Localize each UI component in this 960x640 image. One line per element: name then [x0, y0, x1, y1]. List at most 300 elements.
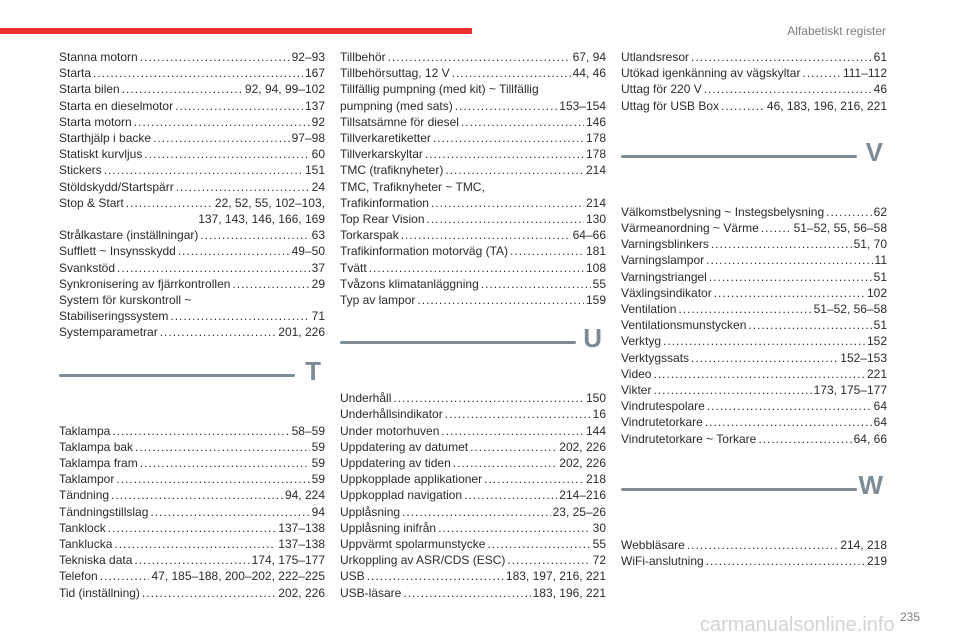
entry-pages: 178 — [585, 147, 606, 162]
entry-pages: 152–153 — [840, 350, 887, 365]
entry-pages: 150 — [585, 391, 606, 406]
entry-row — [59, 195, 325, 211]
dot-leader — [140, 49, 290, 65]
dot-leader — [748, 317, 871, 333]
entry-row — [340, 471, 606, 487]
index-entry — [59, 423, 325, 439]
entry-term: Uppkopplade applikationer — [340, 472, 483, 487]
index-entry — [340, 406, 606, 422]
entry-row — [59, 227, 325, 243]
entry-term: Typ av lampor — [340, 293, 416, 308]
entry-term: Tid (inställning) — [59, 585, 140, 600]
entry-term: Verktyg — [621, 334, 662, 349]
dot-leader — [367, 568, 504, 584]
index-entry — [59, 65, 325, 81]
index-entry — [59, 292, 325, 324]
entry-row — [621, 49, 887, 65]
entry-row — [340, 211, 606, 227]
dot-leader — [393, 390, 584, 406]
entry-row — [59, 308, 325, 324]
index-entry — [59, 585, 325, 601]
entry-row — [59, 65, 325, 81]
index-entry — [340, 65, 606, 81]
entry-pages: 137–138 — [278, 520, 325, 535]
entry-pages: 202, 226 — [559, 456, 606, 471]
index-entry — [59, 324, 325, 340]
dot-leader — [452, 65, 571, 81]
entry-term: Värmeanordning ~ Värme — [621, 221, 759, 236]
dot-leader — [445, 406, 591, 422]
dot-leader — [758, 431, 851, 447]
entry-row — [59, 179, 325, 195]
entry-pages: 58–59 — [291, 423, 325, 438]
entry-term: Statiskt kurvljus — [59, 147, 143, 162]
entry-term: Uppdatering av datumet — [340, 439, 469, 454]
entry-row — [340, 98, 606, 114]
entry-pages: 214 — [585, 195, 606, 210]
entry-pages: 218 — [585, 472, 606, 487]
entry-row — [621, 398, 887, 414]
entry-pages: 51 — [873, 318, 887, 333]
entry-pages: 173, 175–177 — [813, 383, 887, 398]
entry-pages: 92 — [311, 114, 325, 129]
dot-leader — [140, 455, 310, 471]
entry-term: Taklampa fram — [59, 456, 138, 471]
entry-row — [59, 243, 325, 259]
entry-row — [59, 81, 325, 97]
entry-pages: 108 — [585, 260, 606, 275]
index-entry — [621, 65, 887, 81]
dot-leader — [653, 382, 811, 398]
entry-row — [621, 220, 887, 236]
entry-term: WiFi-anslutning — [621, 554, 704, 569]
entry-pages: 219 — [866, 554, 887, 569]
entry-pages: 159 — [585, 293, 606, 308]
index-entry — [59, 179, 325, 195]
entry-term: Taklampa — [59, 423, 111, 438]
index-entry — [59, 146, 325, 162]
dot-leader — [507, 552, 590, 568]
entry-pages: 137 — [304, 98, 325, 113]
entry-row — [340, 520, 606, 536]
entry-term: Varningsblinkers — [621, 237, 709, 252]
entry-term: Taklampor — [59, 472, 115, 487]
entry-row — [59, 49, 325, 65]
entry-pages: 144 — [585, 423, 606, 438]
dot-leader — [481, 276, 591, 292]
index-entry — [621, 285, 887, 301]
entry-term: Trafikinformation — [340, 195, 429, 210]
entry-pages: 51 — [873, 269, 887, 284]
dot-leader — [175, 98, 303, 114]
entry-row — [340, 146, 606, 162]
entry-pages: 46 — [873, 82, 887, 97]
entry-term: Taklampa bak — [59, 439, 134, 454]
entry-term: Upplåsning — [340, 504, 401, 519]
index-entry — [621, 81, 887, 97]
entry-row — [59, 260, 325, 276]
dot-leader — [691, 350, 838, 366]
dot-leader — [142, 585, 276, 601]
entry-row — [340, 130, 606, 146]
index-entry — [621, 333, 887, 349]
dot-leader — [464, 487, 557, 503]
entry-term: Urkoppling av ASR/CDS (ESC) — [340, 553, 506, 568]
entry-pages: 102 — [866, 285, 887, 300]
entry-term: Uttag för 220 V — [621, 82, 702, 97]
dot-leader — [114, 536, 276, 552]
entry-row — [340, 243, 606, 259]
dot-leader — [178, 243, 290, 259]
index-entry — [621, 553, 887, 569]
dot-leader — [802, 65, 841, 81]
entry-term: Underhållsindikator — [340, 407, 443, 422]
entry-term: Varningslampor — [621, 253, 705, 268]
section-divider — [621, 155, 857, 158]
entry-pages: 71 — [311, 309, 325, 324]
entry-pages: 51, 70 — [853, 237, 887, 252]
entry-pages: 201, 226 — [278, 325, 325, 340]
entry-term: Stabiliseringssystem — [59, 309, 169, 324]
entry-pages: 59 — [311, 472, 325, 487]
entry-row — [621, 252, 887, 268]
index-entry — [340, 455, 606, 471]
entry-pages: 64, 66 — [853, 431, 887, 446]
entry-pages: 137–138 — [278, 537, 325, 552]
entry-row — [340, 195, 606, 211]
dot-leader — [122, 81, 243, 97]
entry-row — [621, 431, 887, 447]
index-entry — [621, 414, 887, 430]
index-entry — [340, 536, 606, 552]
dot-leader — [445, 162, 584, 178]
entry-row — [59, 536, 325, 552]
index-entry — [340, 552, 606, 568]
entry-term-line: Tillfällig pumpning (med kit) ~ Tillfällig — [340, 82, 539, 97]
entry-row — [340, 260, 606, 276]
entry-term: Tanklucka — [59, 537, 113, 552]
section-header — [621, 469, 887, 531]
index-entry — [59, 276, 325, 292]
entry-row — [340, 227, 606, 243]
entry-row — [340, 585, 606, 601]
dot-leader — [150, 504, 309, 520]
dot-leader — [126, 195, 213, 211]
dot-leader — [687, 537, 838, 553]
entry-row — [340, 487, 606, 503]
dot-leader — [761, 220, 792, 236]
index-entry — [59, 114, 325, 130]
index-entry — [59, 471, 325, 487]
dot-leader — [112, 423, 289, 439]
index-entry — [621, 382, 887, 398]
entry-pages: 49–50 — [291, 244, 325, 259]
entry-row — [621, 414, 887, 430]
dot-leader — [200, 227, 309, 243]
index-entry — [59, 487, 325, 503]
index-entry — [340, 292, 606, 308]
dot-leader — [711, 236, 852, 252]
dot-leader — [704, 81, 872, 97]
entry-row — [621, 537, 887, 553]
index-entry — [340, 211, 606, 227]
index-entry — [621, 236, 887, 252]
entry-pages: 55 — [592, 276, 606, 291]
entry-row — [59, 455, 325, 471]
entry-row — [59, 504, 325, 520]
entry-pages: 51–52, 56–58 — [813, 302, 887, 317]
dot-leader — [455, 98, 558, 114]
entry-row — [59, 552, 325, 568]
index-entry — [340, 487, 606, 503]
entry-pages: 111–112 — [842, 66, 887, 81]
entry-row — [59, 98, 325, 114]
dot-leader — [111, 487, 283, 503]
entry-row — [340, 65, 606, 81]
entry-pages: 183, 196, 221 — [532, 585, 606, 600]
entry-pages: 55 — [592, 537, 606, 552]
section-letter: T — [305, 355, 321, 386]
entry-term: Tillverkaretiketter — [340, 131, 431, 146]
entry-row — [340, 390, 606, 406]
section-header — [621, 136, 887, 198]
entry-term: Trafikinformation motorväg (TA) — [340, 244, 509, 259]
index-entry — [340, 162, 606, 178]
entry-term: Tekniska data — [59, 553, 133, 568]
entry-term: Stickers — [59, 163, 102, 178]
entry-row — [621, 65, 887, 81]
dot-leader — [153, 130, 290, 146]
dot-leader — [401, 227, 571, 243]
index-entry — [340, 276, 606, 292]
entry-term: Uppdatering av tiden — [340, 456, 451, 471]
entry-term: Vindrutetorkare — [621, 415, 703, 430]
entry-row — [59, 324, 325, 340]
dot-leader — [707, 398, 872, 414]
entry-row — [621, 553, 887, 569]
index-entry — [340, 390, 606, 406]
dot-leader — [691, 49, 872, 65]
entry-row — [340, 292, 606, 308]
entry-pages: 152 — [866, 334, 887, 349]
entry-row — [621, 366, 887, 382]
index-entry — [621, 301, 887, 317]
dot-leader — [427, 211, 584, 227]
entry-term: Starthjälp i backe — [59, 131, 152, 146]
entry-pages: 64–66 — [572, 228, 606, 243]
entry-row — [59, 146, 325, 162]
entry-term: Telefon — [59, 569, 98, 584]
entry-pages: 94, 224 — [284, 488, 325, 503]
entry-row — [59, 423, 325, 439]
entry-row — [340, 162, 606, 178]
entry-row — [59, 585, 325, 601]
index-entry — [340, 130, 606, 146]
entry-pages: 146 — [585, 114, 606, 129]
entry-term: Starta en dieselmotor — [59, 98, 174, 113]
entry-term: Varningstriangel — [621, 269, 707, 284]
dot-leader — [425, 146, 584, 162]
dot-leader — [431, 195, 584, 211]
dot-leader — [100, 568, 150, 584]
index-entry — [340, 520, 606, 536]
entry-term: USB-läsare — [340, 585, 402, 600]
entry-row — [59, 130, 325, 146]
dot-leader — [678, 301, 811, 317]
dot-leader — [706, 252, 872, 268]
entry-pages: 151 — [304, 163, 325, 178]
index-column-2 — [340, 49, 606, 601]
index-entry — [621, 317, 887, 333]
entry-pages: 22, 52, 55, 102–103, — [214, 195, 325, 210]
section-letter: U — [583, 323, 602, 354]
entry-term: Synkronisering av fjärrkontrollen — [59, 276, 231, 291]
entry-pages: 97–98 — [291, 131, 325, 146]
dot-leader — [484, 471, 584, 487]
entry-term: Vikter — [621, 383, 652, 398]
entry-row — [340, 568, 606, 584]
entry-term: Tändning — [59, 488, 110, 503]
section-header — [59, 355, 325, 417]
section-divider — [340, 341, 576, 344]
index-entry — [59, 81, 325, 97]
entry-row — [340, 423, 606, 439]
entry-term-line: TMC, Trafiknyheter ~ TMC, — [340, 179, 485, 194]
index-entry — [59, 243, 325, 259]
index-entry — [340, 471, 606, 487]
index-entry — [340, 81, 606, 113]
entry-row — [621, 317, 887, 333]
entry-pages: 63 — [311, 228, 325, 243]
entry-pages: 130 — [585, 212, 606, 227]
entry-term: Uppvärmt spolarmunstycke — [340, 537, 486, 552]
entry-term: Ventilation — [621, 302, 677, 317]
entry-row — [621, 236, 887, 252]
page-number: 235 — [899, 610, 920, 624]
entry-term: Stanna motorn — [59, 50, 138, 64]
entry-term: Svankstöd — [59, 260, 116, 275]
entry-term: Tvätt — [340, 260, 367, 275]
entry-pages: 46, 183, 196, 216, 221 — [766, 98, 887, 113]
dot-leader — [721, 98, 765, 114]
entry-pages: 94 — [311, 504, 325, 519]
entry-term: Video — [621, 366, 652, 381]
dot-leader — [116, 471, 309, 487]
index-entry — [621, 204, 887, 220]
entry-row — [59, 114, 325, 130]
entry-term-line: System för kurskontroll ~ — [59, 293, 192, 308]
entry-pages: 202, 226 — [278, 585, 325, 600]
entry-row — [621, 301, 887, 317]
entry-term: Tanklock — [59, 520, 106, 535]
entry-pages: 59 — [311, 439, 325, 454]
entry-row — [340, 276, 606, 292]
entry-pages: 214 — [585, 163, 606, 178]
dot-leader — [433, 130, 584, 146]
entry-row — [340, 504, 606, 520]
entry-row — [621, 81, 887, 97]
index-entry — [340, 568, 606, 584]
index-entry — [340, 439, 606, 455]
entry-pages: 64 — [873, 399, 887, 414]
entry-term: Växlingsindikator — [621, 285, 712, 300]
dot-leader — [144, 146, 309, 162]
entry-pages: 37 — [311, 260, 325, 275]
entry-pages: 44, 46 — [572, 66, 606, 81]
dot-leader — [438, 520, 591, 536]
entry-pages: 174, 175–177 — [251, 553, 325, 568]
index-entry — [340, 423, 606, 439]
entry-term: Tillbehör — [340, 50, 386, 64]
section-letter: W — [858, 469, 883, 500]
entry-term: Tillverkarskyltar — [340, 147, 423, 162]
entry-row — [59, 276, 325, 292]
entry-row — [340, 406, 606, 422]
dot-leader — [93, 65, 303, 81]
entry-pages: 11 — [874, 253, 887, 268]
entry-pages: 16 — [592, 407, 606, 422]
entry-term: Starta bilen — [59, 82, 120, 97]
entry-pages: 92, 94, 99–102 — [244, 82, 325, 97]
index-column-3 — [621, 49, 887, 569]
watermark: carmanualsonline.info — [700, 614, 895, 636]
index-entry — [59, 439, 325, 455]
dot-leader — [117, 260, 310, 276]
entry-term: Systemparametrar — [59, 325, 158, 340]
index-entry — [59, 195, 325, 227]
entry-pages: 153–154 — [559, 98, 606, 113]
dot-leader — [369, 260, 584, 276]
entry-pages: 61 — [873, 50, 887, 64]
entry-pages: 51–52, 55, 56–58 — [793, 221, 887, 236]
entry-term: Ventilationsmunstycken — [621, 318, 747, 333]
dot-leader — [176, 179, 310, 195]
entry-term: Upplåsning inifrån — [340, 520, 437, 535]
entry-pages: 178 — [585, 131, 606, 146]
entry-term: Utlandsresor — [621, 50, 690, 64]
dot-leader — [403, 585, 530, 601]
index-entry — [340, 585, 606, 601]
entry-term: Uppkopplad navigation — [340, 488, 463, 503]
entry-pages: 60 — [311, 147, 325, 162]
dot-leader — [134, 114, 310, 130]
entry-pages: 62 — [873, 204, 887, 219]
index-entry — [621, 98, 887, 114]
entry-term: Stöldskydd/Startspärr — [59, 179, 174, 194]
entry-term: Vindrutespolare — [621, 399, 705, 414]
entry-row — [340, 114, 606, 130]
dot-leader — [487, 536, 590, 552]
index-entry — [621, 269, 887, 285]
entry-row — [340, 552, 606, 568]
index-column-1 — [59, 49, 325, 601]
entry-term: Tillbehörsuttag, 12 V — [340, 66, 450, 81]
dot-leader — [135, 439, 310, 455]
index-entry — [621, 537, 887, 553]
entry-term: Under motorhuven — [340, 423, 440, 438]
index-entry — [59, 568, 325, 584]
index-entry — [59, 455, 325, 471]
dot-leader — [441, 423, 584, 439]
entry-row — [59, 471, 325, 487]
entry-row — [621, 98, 887, 114]
dot-leader — [232, 276, 309, 292]
entry-row — [621, 333, 887, 349]
entry-term: Underhåll — [340, 391, 392, 406]
entry-pages: 59 — [311, 456, 325, 471]
index-entry — [621, 431, 887, 447]
dot-leader — [417, 292, 584, 308]
